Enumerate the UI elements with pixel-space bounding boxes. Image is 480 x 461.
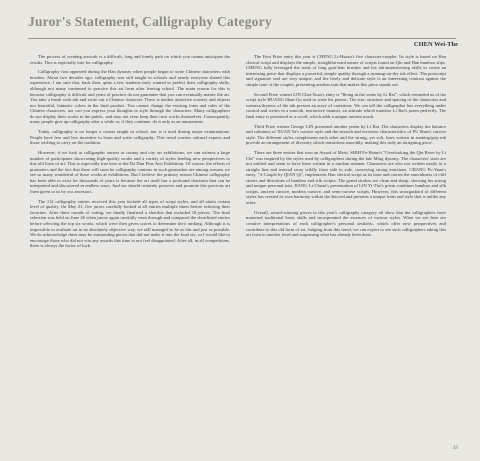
paragraph: The First Prize entry this year is CHENG Li-Hsuan's five character-couplet. Its style is based on Han clerical script and displays the simple, straightforward nature of scripts found on Qin and Han bamboo slips. CHENG fully leveraged the traits of long goat-hair brushes and his ink-maneuvering skills to create an interesting piece that displays a powerful, simple quality through a running-on-dry ink effect. The postscript and signature seal are very unique, and the lively and delicate style is an interesting contrast against the simple tone of the couplet, presenting another trait that makes this piece stands out. [246, 54, 446, 87]
paragraph: The 112 calligraphy entries received this year include all types of script styles, and all attain certain level of quality. On May 21, five jurors carefully looked at all entries multiple times before selecting their favorites. After three rounds of voting, we finally finalized a shortlist that included 18 pieces. The final selection was held on June 26 when jurors again carefully went through and compared the shortlisted entries before selecting the top six works, which were then given scores to determine their ranking. Although it is impossible to evaluate art in an absolutely objective way, we still managed to be as fair and just as possible. We do acknowledge there may be outstanding pieces that did not make it into the final six, so I would like to encourage those who did not win any awards this time to not feel disappointed. After all, in all competitions, there is always the factor of luck. [30, 198, 230, 249]
paragraph: Today, calligraphy is no longer a course taught in school, nor is it used during major examinations. People have less and less incentive to learn and write calligraphy. This trend worries cultural experts and those wishing to carry on the tradition. [30, 129, 230, 146]
author-name: CHEN Wei-The [413, 41, 458, 48]
title-rule [28, 38, 456, 39]
paragraph: Overall, award-winning pieces in this year's calligraphy category all show that the calligraphers have mastered traditional basic skills and incorporated the essences of various styles. What we see here are creative interpretations of each calligrapher's personal aesthetic, which offer new perspectives and contribute to this old form of art. Judging from this trend, we can expect to see such calligraphers taking this art form to another level and surpassing what has already been done. [246, 209, 446, 238]
page-title: Juror's Statement, Calligraphy Category [28, 14, 272, 29]
page-number: 49 [453, 446, 458, 451]
paragraph: There are three entries that won an Award of Merit. SHIH Po-Hsiun's "Overlooking the Qin River by Li Chi" was inspired by the styles used by calligraphers during the late Ming dynasty. The characters' sizes are not unified and seem to have been written in a random manner. Characters are also not written neatly in a straight line and instead sway wildly from side to side, conveying strong emotions. CHANG Po-Yuan's entry, "A Couple by QIAN Qi", implements Han clerical script as its base and carries the smoothness of cliff stones and directions of bamboo and silk scripts. The grand strokes are clean and sharp, showing his strong and unique personal trait. JIANG Li-Chuan's presentation of LIN Yi-Tho's poem combines bamboo and silk scripts, ancient cursive, modern cursive, and semi-cursive scripts. However, this smorgasbord of different styles has created its own harmony within the discord and presents a unique form and style that is unlike any other. [246, 150, 446, 206]
right-column [246, 54, 446, 449]
paragraph: Calligraphy first appeared during the Han dynasty when people began to write Chinese characters with brushes. About two decades ago, calligraphy was still taught in schools and nearly everyone shared this experience. I am sure that, back then, quite a few students truly wanted to perfect their calligraphy skills, although not many continued to practice this art form after leaving school. The main reason for this is because calligraphy is difficult and years of practice do not guarantee that you can eventually master the art. You take a break with ink and write out a Chinese character. There is neither attractive scenery and objects nor beautiful, fantastic colors in the final product. You cannot change the existing form and rules of the Chinese characters, nor can you express your thoughts or style through the characters. Many calligraphers do not display their works to the public, and may not even keep their own works themselves. Consequently, many people give up calligraphy after a while or, if they continue, do it only as an amusement. [30, 69, 230, 125]
paragraph: However, if we look at calligraphic entries at county and city art exhibitions, we can witness a large number of participants showcasing high-quality works and a variety of styles lending new perspectives to this old form of art. This is especially true here at the Da Dun Fine Arts Exhibition. Of course, the efforts of promoters and the fact that there will soon be calligraphy contests in such generation are among reasons we see so many wonderful of these works at exhibitions. But I believe the primary reason Chinese calligraphy has been able to exist for thousands of years is because the art itself has a profound charisma that can be interpreted and discovered in endless ways. And we should certainly preserve and promote this precious art form given to us by our ancestors. [30, 150, 230, 194]
paragraph: The process of creating artwork is a difficult, long and lonely path on which you cannot anticipate the results. This is especially true for calligraphy. [30, 54, 230, 65]
paragraph: Second Prize winner LIN Chia-Yuan's entry is "Being in the scene by Li Bai", which reminded us of the script style HUANG Shan-Gu used to write his poems. The size, structure and spacing of the characters and wetness/dryness of the ink present an array of variations. We can tell the calligrapher has everything under control and writes in a smooth, instinctive manner, an attitude which matches Li Bai's poem perfectly. The final entry is presented as a scroll, which adds a unique ancient touch. [246, 91, 446, 119]
paragraph: Third Prize winner George LIN presented another poem by Li Bai. The characters display the balance and calmness of XUAN Ya's cursive style and the smooth and eccentric characteristics of FU Shan's cursive style. The different styles complement each other and the strong, yet soft, lines written in running/grip ink provide an arrangement of diversity which transitions smoothly, making this truly an intriguing piece. [246, 123, 446, 146]
left-column [30, 54, 230, 449]
